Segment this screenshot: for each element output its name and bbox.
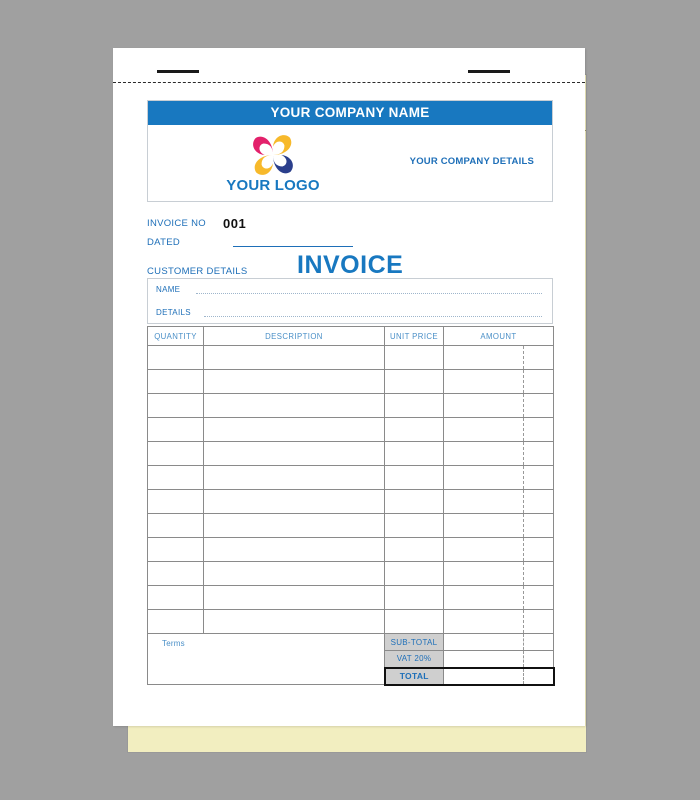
cell-quantity[interactable] bbox=[148, 418, 204, 442]
cell-quantity[interactable] bbox=[148, 442, 204, 466]
cell-unit_price[interactable] bbox=[385, 418, 444, 442]
dated-write-line[interactable] bbox=[233, 246, 353, 247]
cell-unit_price[interactable] bbox=[385, 610, 444, 634]
cell-unit_price[interactable] bbox=[385, 538, 444, 562]
cell-quantity[interactable] bbox=[148, 466, 204, 490]
cell-quantity[interactable] bbox=[148, 586, 204, 610]
cell-description[interactable] bbox=[204, 346, 385, 370]
cell-unit_price[interactable] bbox=[385, 562, 444, 586]
table-footer bbox=[148, 634, 554, 685]
column-header-description: DESCRIPTION bbox=[204, 327, 385, 346]
table-row bbox=[148, 370, 554, 394]
company-name-bar: YOUR COMPANY NAME bbox=[148, 101, 552, 125]
cell-quantity[interactable] bbox=[148, 346, 204, 370]
table-row bbox=[148, 394, 554, 418]
table-header-row bbox=[148, 327, 554, 346]
table-row bbox=[148, 418, 554, 442]
cell-unit_price[interactable] bbox=[385, 346, 444, 370]
cell-description[interactable] bbox=[204, 394, 385, 418]
page-title: INVOICE bbox=[297, 251, 404, 279]
cell-quantity[interactable] bbox=[148, 538, 204, 562]
cell-amount[interactable] bbox=[444, 586, 554, 610]
line-items-table bbox=[147, 326, 555, 686]
cell-unit_price[interactable] bbox=[385, 514, 444, 538]
cell-quantity[interactable] bbox=[148, 394, 204, 418]
cell-description[interactable] bbox=[204, 586, 385, 610]
cell-amount[interactable] bbox=[444, 346, 554, 370]
cell-amount[interactable] bbox=[444, 490, 554, 514]
table-row bbox=[148, 586, 554, 610]
subtotal-label: SUB-TOTAL bbox=[385, 634, 444, 651]
invoice-no-row bbox=[147, 216, 553, 235]
table-row bbox=[148, 346, 554, 370]
total-label: TOTAL bbox=[385, 668, 444, 685]
invoice-sheet-white bbox=[113, 48, 585, 726]
cell-description[interactable] bbox=[204, 466, 385, 490]
logo-block bbox=[208, 129, 338, 194]
customer-name-label: NAME bbox=[156, 285, 181, 294]
pinwheel-logo-icon bbox=[247, 129, 299, 181]
cell-amount[interactable] bbox=[444, 562, 554, 586]
dated-label: DATED bbox=[147, 237, 180, 248]
table-row bbox=[148, 442, 554, 466]
invoice-meta-block bbox=[147, 216, 553, 254]
table-row bbox=[148, 466, 554, 490]
subtotal-row bbox=[148, 634, 554, 651]
cell-quantity[interactable] bbox=[148, 610, 204, 634]
cell-unit_price[interactable] bbox=[385, 490, 444, 514]
table-body bbox=[148, 346, 554, 634]
company-details-text: YOUR COMPANY DETAILS bbox=[409, 156, 534, 167]
table-row bbox=[148, 490, 554, 514]
customer-details-write-line[interactable] bbox=[204, 316, 542, 317]
cell-amount[interactable] bbox=[444, 538, 554, 562]
cell-quantity[interactable] bbox=[148, 370, 204, 394]
cell-description[interactable] bbox=[204, 514, 385, 538]
cell-description[interactable] bbox=[204, 490, 385, 514]
subtotal-value[interactable] bbox=[444, 634, 554, 651]
logo-text: YOUR LOGO bbox=[226, 177, 320, 194]
cell-unit_price[interactable] bbox=[385, 466, 444, 490]
cell-amount[interactable] bbox=[444, 394, 554, 418]
column-header-unit-price: UNIT PRICE bbox=[385, 327, 444, 346]
cell-description[interactable] bbox=[204, 442, 385, 466]
cell-unit_price[interactable] bbox=[385, 370, 444, 394]
column-header-amount: AMOUNT bbox=[444, 327, 554, 346]
customer-details-label: CUSTOMER DETAILS bbox=[147, 266, 248, 277]
terms-label: Terms bbox=[162, 639, 185, 648]
customer-name-row bbox=[148, 279, 552, 302]
cell-description[interactable] bbox=[204, 370, 385, 394]
invoice-no-value: 001 bbox=[223, 216, 247, 231]
customer-details-field-label: DETAILS bbox=[156, 308, 191, 317]
cell-quantity[interactable] bbox=[148, 514, 204, 538]
invoice-no-label: INVOICE NO bbox=[147, 218, 206, 229]
invoice-body bbox=[113, 48, 585, 726]
total-value[interactable] bbox=[444, 668, 554, 685]
company-header-box bbox=[147, 100, 553, 202]
company-header-inner bbox=[148, 125, 552, 201]
cell-amount[interactable] bbox=[444, 610, 554, 634]
vat-value[interactable] bbox=[444, 651, 554, 668]
terms-cell[interactable] bbox=[148, 634, 385, 685]
table-row bbox=[148, 538, 554, 562]
cell-description[interactable] bbox=[204, 418, 385, 442]
column-header-quantity: QUANTITY bbox=[148, 327, 204, 346]
cell-amount[interactable] bbox=[444, 418, 554, 442]
cell-unit_price[interactable] bbox=[385, 586, 444, 610]
table-row bbox=[148, 562, 554, 586]
cell-quantity[interactable] bbox=[148, 490, 204, 514]
cell-amount[interactable] bbox=[444, 442, 554, 466]
cell-description[interactable] bbox=[204, 562, 385, 586]
customer-name-write-line[interactable] bbox=[196, 293, 542, 294]
cell-unit_price[interactable] bbox=[385, 442, 444, 466]
cell-amount[interactable] bbox=[444, 514, 554, 538]
cell-amount[interactable] bbox=[444, 466, 554, 490]
customer-details-box bbox=[147, 278, 553, 324]
cell-unit_price[interactable] bbox=[385, 394, 444, 418]
cell-description[interactable] bbox=[204, 538, 385, 562]
customer-details-row bbox=[148, 302, 552, 325]
cell-amount[interactable] bbox=[444, 370, 554, 394]
cell-description[interactable] bbox=[204, 610, 385, 634]
table-row bbox=[148, 514, 554, 538]
table-row bbox=[148, 610, 554, 634]
vat-label: VAT 20% bbox=[385, 651, 444, 668]
cell-quantity[interactable] bbox=[148, 562, 204, 586]
